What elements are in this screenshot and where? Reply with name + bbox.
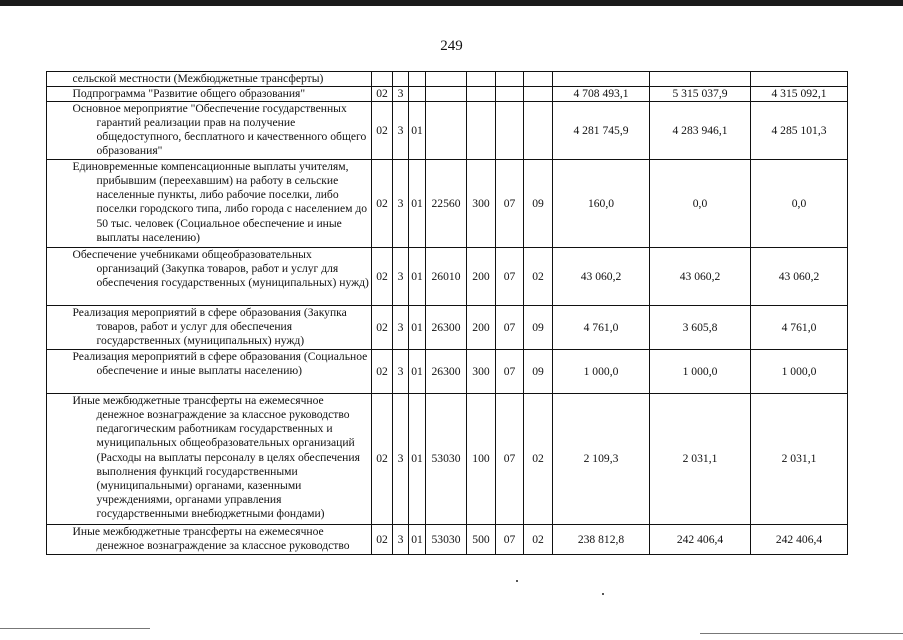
- cell-code-c5: [467, 102, 496, 160]
- cell-code-c1: 02: [372, 350, 393, 394]
- cell-code-c2: 3: [393, 87, 409, 102]
- budget-table: [46, 71, 848, 555]
- table-row: [47, 525, 848, 555]
- cell-code-c6: [496, 72, 524, 87]
- cell-amount-v1: 4 708 493,1: [553, 87, 650, 102]
- cell-code-c4: 53030: [426, 394, 467, 525]
- cell-amount-v3: 1 000,0: [751, 350, 848, 394]
- cell-amount-v1: 238 812,8: [553, 525, 650, 555]
- row-margin-cell: [47, 72, 71, 87]
- cell-code-c2: [393, 72, 409, 87]
- cell-code-c3: 01: [409, 525, 426, 555]
- cell-amount-v3: 4 285 101,3: [751, 102, 848, 160]
- cell-code-c5: [467, 87, 496, 102]
- cell-code-c6: [496, 102, 524, 160]
- cell-code-c7: 02: [524, 248, 553, 306]
- cell-code-c7: [524, 87, 553, 102]
- cell-amount-v3: [751, 72, 848, 87]
- cell-code-c3: 01: [409, 160, 426, 248]
- cell-amount-v2: 3 605,8: [650, 306, 751, 350]
- cell-code-c7: 02: [524, 394, 553, 525]
- cell-code-c3: 01: [409, 248, 426, 306]
- page-number: 249: [440, 38, 463, 54]
- cell-code-c1: 02: [372, 306, 393, 350]
- top-scan-border: [0, 0, 903, 6]
- cell-code-c2: 3: [393, 306, 409, 350]
- cell-amount-v1: 2 109,3: [553, 394, 650, 525]
- cell-amount-v2: [650, 72, 751, 87]
- cell-code-c7: 02: [524, 525, 553, 555]
- bottom-scan-border: [0, 628, 150, 629]
- cell-code-c3: 01: [409, 102, 426, 160]
- cell-amount-v1: 43 060,2: [553, 248, 650, 306]
- cell-amount-v2: 2 031,1: [650, 394, 751, 525]
- cell-code-c4: 26300: [426, 306, 467, 350]
- cell-code-c1: 02: [372, 525, 393, 555]
- row-name: Обеспечение учебниками общеобразовательных организаций (Закупка товаров, работ и услуг для обеспечения государственных (муниципальных) нужд): [71, 248, 372, 306]
- row-margin-cell: [47, 394, 71, 525]
- cell-code-c6: 07: [496, 350, 524, 394]
- cell-code-c1: 02: [372, 160, 393, 248]
- scan-speck: [602, 593, 604, 595]
- cell-code-c3: 01: [409, 350, 426, 394]
- cell-code-c4: [426, 102, 467, 160]
- cell-amount-v2: 1 000,0: [650, 350, 751, 394]
- row-margin-cell: [47, 102, 71, 160]
- row-name: Подпрограмма "Развитие общего образования": [71, 87, 372, 102]
- cell-code-c4: 26300: [426, 350, 467, 394]
- cell-amount-v2: 0,0: [650, 160, 751, 248]
- cell-code-c2: 3: [393, 102, 409, 160]
- cell-code-c1: 02: [372, 394, 393, 525]
- cell-code-c4: 26010: [426, 248, 467, 306]
- cell-code-c2: 3: [393, 350, 409, 394]
- row-name: Иные межбюджетные трансферты на ежемесячное денежное вознаграждение за классное руководство: [71, 525, 372, 555]
- cell-amount-v1: 4 761,0: [553, 306, 650, 350]
- table-row: [47, 394, 848, 525]
- row-name: Иные межбюджетные трансферты на ежемесячное денежное вознаграждение за классное руководство педагогическим работникам государственных и муниципальных общеобразовательных организаций (Расходы на выплаты персоналу в целях обеспечения выполнения функций государственными (муниципальными) органами, казенными учреждениями, органами управления государственными внебюджетными фондами): [71, 394, 372, 525]
- row-name: Основное мероприятие "Обеспечение государственных гарантий реализации прав на получение общедоступного, бесплатного и качественного общего образования": [71, 102, 372, 160]
- cell-amount-v3: 2 031,1: [751, 394, 848, 525]
- cell-code-c2: 3: [393, 248, 409, 306]
- table-row: [47, 160, 848, 248]
- row-margin-cell: [47, 160, 71, 248]
- row-margin-cell: [47, 248, 71, 306]
- cell-code-c7: 09: [524, 306, 553, 350]
- cell-code-c3: [409, 87, 426, 102]
- cell-code-c7: 09: [524, 350, 553, 394]
- cell-code-c2: 3: [393, 160, 409, 248]
- cell-code-c3: 01: [409, 394, 426, 525]
- cell-amount-v2: 5 315 037,9: [650, 87, 751, 102]
- cell-code-c5: 200: [467, 306, 496, 350]
- cell-code-c6: 07: [496, 306, 524, 350]
- cell-code-c5: 100: [467, 394, 496, 525]
- cell-code-c6: 07: [496, 525, 524, 555]
- table-row: [47, 72, 848, 87]
- cell-amount-v2: 4 283 946,1: [650, 102, 751, 160]
- row-margin-cell: [47, 350, 71, 394]
- cell-code-c4: 22560: [426, 160, 467, 248]
- cell-amount-v2: 43 060,2: [650, 248, 751, 306]
- cell-code-c2: 3: [393, 394, 409, 525]
- row-margin-cell: [47, 87, 71, 102]
- row-name: Реализация мероприятий в сфере образования (Закупка товаров, работ и услуг для обеспечения государственных (муниципальных) нужд): [71, 306, 372, 350]
- cell-code-c5: 300: [467, 350, 496, 394]
- cell-code-c2: 3: [393, 525, 409, 555]
- cell-code-c3: 01: [409, 306, 426, 350]
- cell-code-c4: [426, 72, 467, 87]
- cell-code-c6: [496, 87, 524, 102]
- cell-code-c5: 200: [467, 248, 496, 306]
- table-row: [47, 248, 848, 306]
- cell-code-c6: 07: [496, 160, 524, 248]
- row-name: Единовременные компенсационные выплаты учителям, прибывшим (переехавшим) на работу в сельские населенные пункты, либо рабочие поселки, либо поселки городского типа, либо города с населением до 50 тыс. человек (Социальное обеспечение и иные выплаты населению): [71, 160, 372, 248]
- cell-code-c3: [409, 72, 426, 87]
- cell-amount-v1: [553, 72, 650, 87]
- table-row: [47, 306, 848, 350]
- cell-code-c1: [372, 72, 393, 87]
- cell-code-c7: 09: [524, 160, 553, 248]
- row-margin-cell: [47, 525, 71, 555]
- cell-amount-v3: 242 406,4: [751, 525, 848, 555]
- cell-code-c1: 02: [372, 87, 393, 102]
- table-row: [47, 102, 848, 160]
- cell-amount-v2: 242 406,4: [650, 525, 751, 555]
- cell-code-c5: 300: [467, 160, 496, 248]
- cell-amount-v3: 43 060,2: [751, 248, 848, 306]
- table-row: [47, 350, 848, 394]
- cell-code-c1: 02: [372, 248, 393, 306]
- cell-code-c1: 02: [372, 102, 393, 160]
- cell-amount-v1: 160,0: [553, 160, 650, 248]
- cell-code-c4: [426, 87, 467, 102]
- scan-speck: [516, 580, 518, 582]
- cell-code-c4: 53030: [426, 525, 467, 555]
- row-margin-cell: [47, 306, 71, 350]
- cell-amount-v1: 4 281 745,9: [553, 102, 650, 160]
- cell-code-c6: 07: [496, 394, 524, 525]
- cell-amount-v3: 4 315 092,1: [751, 87, 848, 102]
- cell-code-c6: 07: [496, 248, 524, 306]
- cell-amount-v3: 4 761,0: [751, 306, 848, 350]
- cell-code-c5: [467, 72, 496, 87]
- row-name: Реализация мероприятий в сфере образования (Социальное обеспечение и иные выплаты населению): [71, 350, 372, 394]
- cell-amount-v1: 1 000,0: [553, 350, 650, 394]
- row-name: сельской местности (Межбюджетные трансферты): [71, 72, 372, 87]
- cell-amount-v3: 0,0: [751, 160, 848, 248]
- cell-code-c7: [524, 102, 553, 160]
- table-row: [47, 87, 848, 102]
- bottom-scan-border: [700, 633, 903, 634]
- cell-code-c5: 500: [467, 525, 496, 555]
- cell-code-c7: [524, 72, 553, 87]
